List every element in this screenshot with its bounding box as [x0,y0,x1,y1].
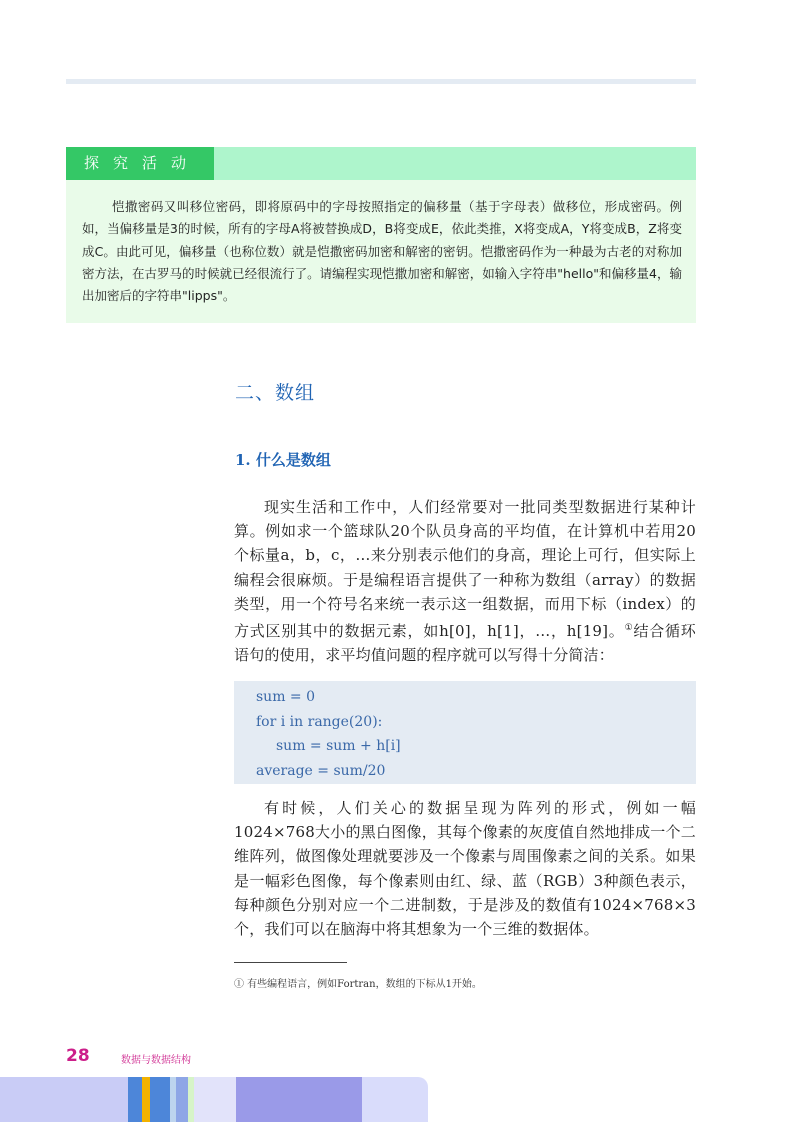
paragraph-array-dimensions: 有时候，人们关心的数据呈现为阵列的形式，例如一幅1024×768大小的黑白图像，其每个像素的灰度值自然地排成一个二维阵列，做图像处理就要涉及一个像素与周围像素之间的关系。如果是一幅彩色图像，每个像素则由红、绿、蓝（RGB）3种颜色表示，每种颜色分别对应一个二进制数，于是涉及的数值有1024×768×3个，我们可以在脑海中将其想象为一个三维的数据体。 [234,799,696,939]
activity-body [66,180,696,323]
code-line: average = sum/20 [256,762,386,779]
footnote-divider [234,962,347,963]
footnote-marker: ① [624,623,634,634]
section-title: 二、数组 [235,382,316,404]
code-line: for i in range(20): [256,713,383,730]
activity-text: 恺撒密码又叫移位密码，即将原码中的字母按照指定的偏移量（基于字母表）做移位，形成密码。例如，当偏移量是3的时候，所有的字母A将被替换成D，B将变成E，依此类推，X将变成A，Y将变成B，Z将变成C。由此可见，偏移量（也称位数）就是恺撒密码加密和解密的密钥。恺撒密码作为一种最为古老的对称加密方法，在古罗马的时候就已经很流行了。请编程实现恺撒加密和解密，如输入字符串"hello"和偏移量4，输出加密后的字符串"lipps"。 [82,199,682,304]
activity-header [66,147,696,180]
subsection-title: 1. 什么是数组 [235,451,331,469]
activity-tab-label: 探究活动 [66,147,214,180]
paragraph-text: 现实生活和工作中，人们经常要对一批同类型数据进行某种计算。例如求一个篮球队20个队员身高的平均值，在计算机中若用20个标量a，b，c，…来分别表示他们的身高，理论上可行，但实际上编程会很麻烦。于是编程语言提供了一种称为数组（array）的数据类型，用一个符号名来统一表示这一组数据，而用下标（index）的方式区别其中的数据元素，如h[0]，h[1]，…，h[19]。 [234,498,696,641]
code-line: sum = sum + h[i] [276,738,401,754]
code-line: sum = 0 [256,689,316,705]
paragraph-text-continued: 结合循环语句的使用，求平均值问题的程序就可以写得十分简洁： [234,622,696,665]
code-block [234,681,696,784]
activity-box [66,147,696,323]
paragraph-arrays-intro [234,495,696,667]
footnote: ① 有些编程语言，例如Fortran，数组的下标从1开始。 [234,979,482,990]
top-divider [66,79,696,84]
page-number: 28 [66,1046,90,1066]
chapter-label: 数据与数据结构 [121,1055,191,1066]
